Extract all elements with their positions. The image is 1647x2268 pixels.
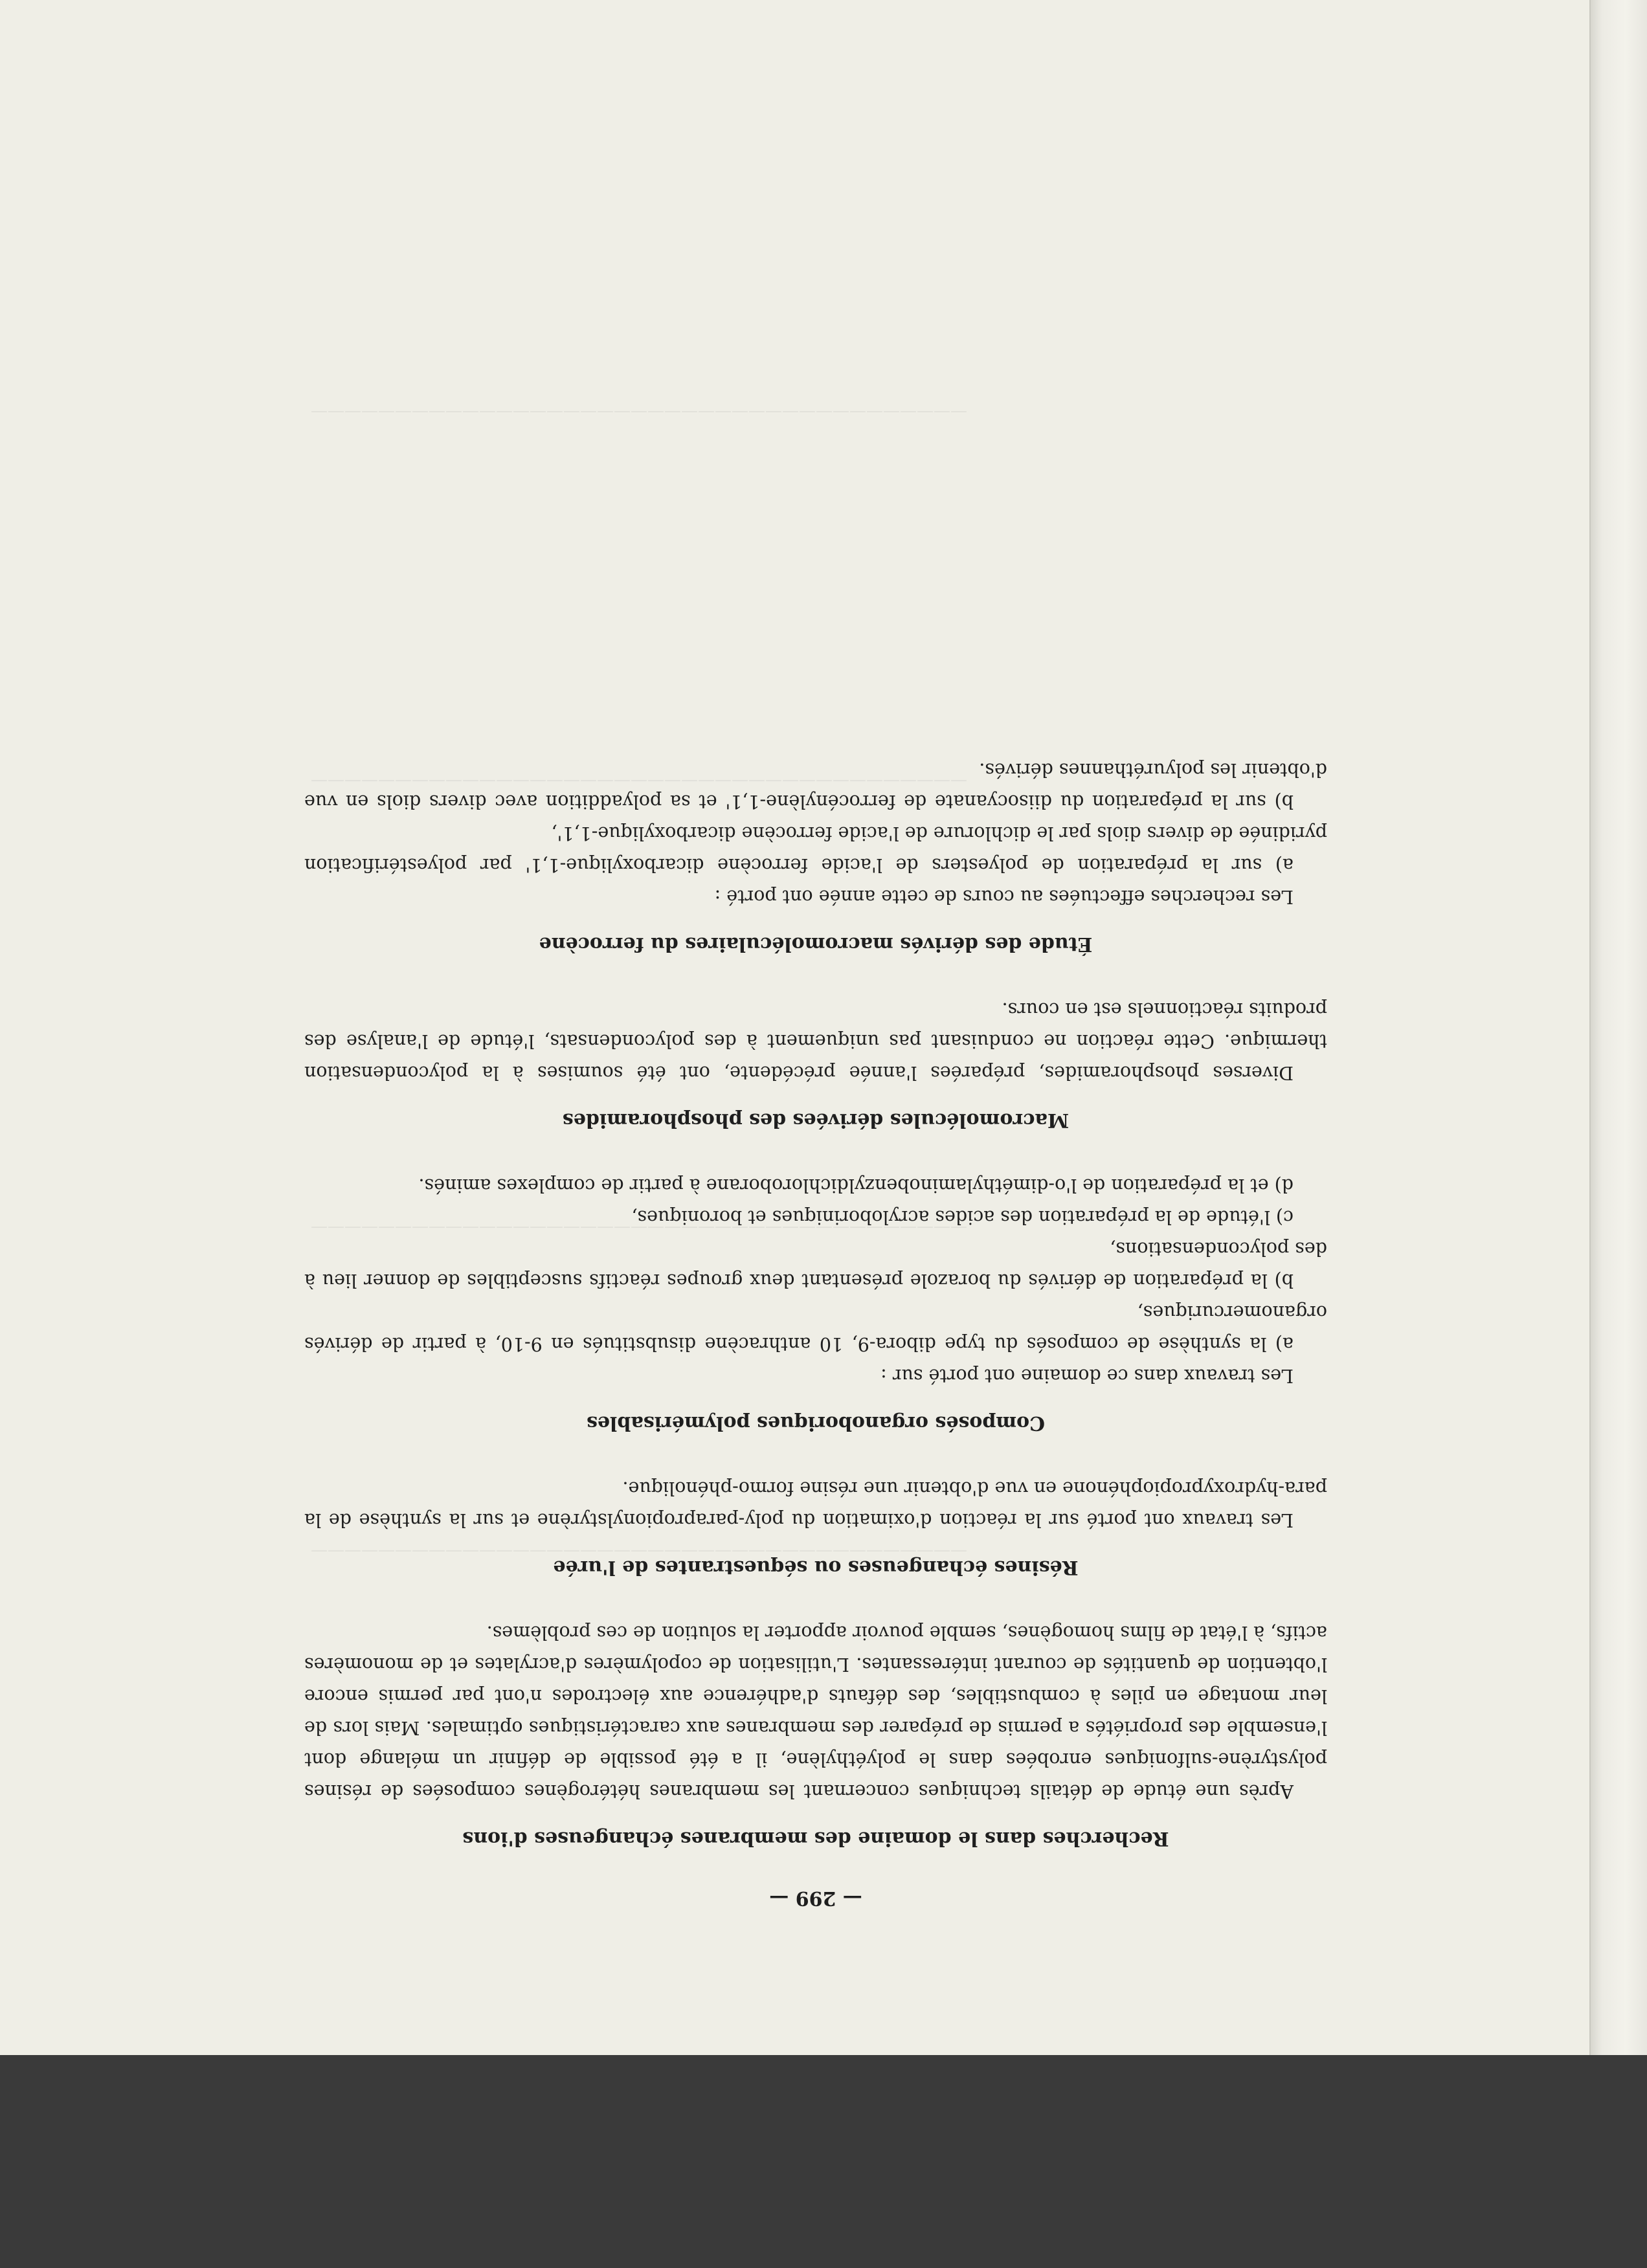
section-paragraph: Diverses phosphoramides, préparées l'année précédente, ont été soumises à la polycondensation thermique. Cette réaction ne conduisant pas uniquement à des polycondensats, l'étude de l'analyse des produits réactionnels est en cours. [304,999,1327,1084]
section-title-membranes: Recherches dans le domaine des membranes échangeuses d'ions [462,1827,1169,1850]
scanner-background [0,2055,1647,2268]
list-item: c) l'étude de la préparation des acides acryloboriniques et boroniques, [631,1206,1294,1228]
section-title-organoboriques: Composés organoboriques polymérisables [587,1412,1045,1434]
section-paragraph: Les travaux ont porté sur la réaction d'oximation du poly-parapropionylstyrène et sur la synthèse de la para-hydroxypropiophénone en vue d'obtenir une résine formo-phénolique. [304,1478,1327,1531]
list-item: b) sur la préparation du diisocyanate de ferrocénylène-1,1' et sa polyaddition avec divers diols en vue d'obtenir les polyuréthannes dérivés. [304,759,1327,812]
list-item: a) sur la préparation de polyesters de l'acide ferrocène dicarboxylique-1,1' par polyestérification pyridinée de divers diols par le dichlorure de l'acide ferrocène dicarboxylique-1,1', [304,823,1327,876]
page-number: — 299 — [769,1887,862,1909]
list-item: a) la synthèse de composés du type dibora-9, 10 anthracène disubstitués en 9-10, à partir de dérivés organomercuriques, [304,1302,1327,1355]
printed-page-rotated [304,214,1327,1909]
adjacent-page-edge [1589,0,1647,2055]
list-item: b) la préparation de dérivés du borazole présentant deux groupes réactifs susceptibles de donner lieu à des polycondensations, [304,1238,1327,1291]
show-through-text: ——————————————————————————————————————— [311,401,967,421]
show-through-text: ——————————————————————————————————————— [311,770,967,790]
show-through-text: ——————————————————————————————————————— [311,1217,967,1236]
section-title-ferrocene: Étude des dérivés macromoléculaires du ferrocène [539,933,1093,955]
section-paragraph: Après une étude de détails techniques concernant les membranes hétérogènes composées de résines polystyrène-sulfoniques enrobées dans le polyéthylène, il a été possible de définir un mélange dont l'ensemble des propriétés a permis de préparer des membranes aux caractéristiques optimales. Mais lors de leur montage en piles à combustibles, des défauts d'adhérence aux électrodes n'ont par permis encore l'obtention de quantités de courant intéressantes. L'utilisation de copolymères d'acrylates et de monomères actifs, à l'état de films homogènes, semble pouvoir apporter la solution de ces problèmes. [304,1622,1327,1802]
section-intro: Les travaux dans ce domaine ont porté sur : [880,1365,1294,1386]
list-item: d) et la préparation de l'o-diméthylaminobenzyldichloroborane à partir de complexes aminés. [418,1175,1294,1196]
show-through-text: ——————————————————————————————————————— [311,1540,967,1560]
section-title-resines: Résines échangeuses ou séquestrantes de l'urée [553,1556,1079,1579]
section-intro: Les recherches effectuées au cours de cette année ont porté : [714,886,1294,907]
section-title-phosphoramides: Macromolécules dérivées des phosphoramides [562,1109,1070,1131]
